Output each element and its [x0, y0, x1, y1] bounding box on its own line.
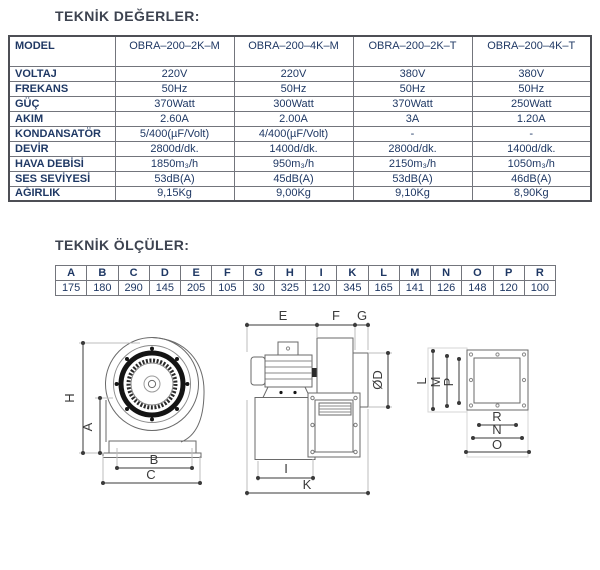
dim-header-cell: H	[274, 266, 305, 281]
dim-label-H: H	[62, 393, 77, 403]
section-title-technical-dimensions: TEKNİK ÖLÇÜLER:	[55, 237, 190, 253]
spec-cell: 370Watt	[115, 96, 234, 111]
dim-header-cell: N	[431, 266, 462, 281]
dim-value-cell: 120	[306, 281, 337, 296]
spec-row	[9, 186, 591, 201]
dim-value-cell: 175	[56, 281, 87, 296]
spec-cell: 53dB(A)	[353, 171, 472, 186]
spec-cell: 1400d/dk.	[472, 141, 591, 156]
spec-cell: 45dB(A)	[234, 171, 353, 186]
dim-header-cell: R	[524, 266, 555, 281]
dim-value-cell: 148	[462, 281, 493, 296]
spec-row-label: AĞIRLIK	[9, 186, 115, 201]
spec-cell: -	[353, 126, 472, 141]
spec-row-label: FREKANS	[9, 81, 115, 96]
spec-header-model-2: OBRA–200–4K–M	[234, 36, 353, 66]
dim-value-cell: 100	[524, 281, 555, 296]
dimension-header-row	[56, 266, 556, 281]
dim-value-cell: 325	[274, 281, 305, 296]
dim-label-R: R	[492, 409, 502, 424]
spec-cell: 9,00Kg	[234, 186, 353, 201]
spec-cell: 250Watt	[472, 96, 591, 111]
dim-value-cell: 105	[212, 281, 243, 296]
spec-cell: 50Hz	[472, 81, 591, 96]
dim-header-cell: E	[181, 266, 212, 281]
dim-value-cell: 165	[368, 281, 399, 296]
spec-cell: 370Watt	[353, 96, 472, 111]
dim-value-cell: 30	[243, 281, 274, 296]
dim-label-I: I	[284, 461, 288, 476]
dim-value-cell: 145	[149, 281, 180, 296]
fan-front-view-drawing	[62, 338, 204, 486]
dim-label-B: B	[149, 452, 159, 467]
spec-row	[9, 141, 591, 156]
spec-cell: 220V	[234, 66, 353, 81]
technical-drawings	[0, 305, 600, 570]
dim-header-cell: M	[399, 266, 430, 281]
dim-value-cell: 141	[399, 281, 430, 296]
dim-header-cell: I	[306, 266, 337, 281]
dim-value-cell: 345	[337, 281, 368, 296]
dim-label-G: G	[356, 308, 368, 323]
spec-table	[8, 35, 592, 202]
spec-cell: 1850m₃/h	[115, 156, 234, 171]
spec-cell: 2.00A	[234, 111, 353, 126]
dim-value-cell: 120	[493, 281, 524, 296]
dim-header-cell: B	[87, 266, 118, 281]
dim-label-N: N	[492, 422, 502, 437]
spec-cell: 8,90Kg	[472, 186, 591, 201]
spec-row	[9, 111, 591, 126]
spec-cell: 50Hz	[115, 81, 234, 96]
spec-row-label: SES SEVİYESİ	[9, 171, 115, 186]
fan-side-view-drawing	[247, 308, 392, 496]
dim-label-L: L	[414, 377, 429, 385]
dim-label-A: A	[80, 422, 95, 432]
spec-cell: 9,15Kg	[115, 186, 234, 201]
dim-header-cell: D	[149, 266, 180, 281]
spec-header-row	[9, 36, 591, 66]
spec-header-model-4: OBRA–200–4K–T	[472, 36, 591, 66]
spec-cell: 3A	[353, 111, 472, 126]
spec-cell: 950m₃/h	[234, 156, 353, 171]
bolt-dots	[115, 347, 190, 422]
dim-label-E: E	[278, 308, 288, 323]
spec-table-body	[9, 66, 591, 201]
spec-cell: 50Hz	[353, 81, 472, 96]
spec-row	[9, 126, 591, 141]
spec-cell: 380V	[353, 66, 472, 81]
spec-row-label: GÜÇ	[9, 96, 115, 111]
dim-label-C: C	[146, 467, 156, 482]
spec-cell: 1400d/dk.	[234, 141, 353, 156]
flange-view-drawing	[414, 348, 529, 457]
spec-cell: 2.60A	[115, 111, 234, 126]
dim-header-cell: G	[243, 266, 274, 281]
spec-cell: 50Hz	[234, 81, 353, 96]
spec-cell: 220V	[115, 66, 234, 81]
spec-row	[9, 66, 591, 81]
drawings-svg	[0, 305, 600, 570]
dim-header-cell: P	[493, 266, 524, 281]
spec-header-model-3: OBRA–200–2K–T	[353, 36, 472, 66]
spec-row	[9, 96, 591, 111]
spec-row-label: HAVA DEBİSİ	[9, 156, 115, 171]
dim-header-cell: K	[337, 266, 368, 281]
dim-header-cell: C	[118, 266, 149, 281]
dim-value-cell: 126	[431, 281, 462, 296]
spec-cell: 2800d/dk.	[353, 141, 472, 156]
dim-header-cell: F	[212, 266, 243, 281]
spec-row	[9, 81, 591, 96]
spec-cell: 9,10Kg	[353, 186, 472, 201]
section-title-technical-values: TEKNİK DEĞERLER:	[55, 8, 200, 24]
spec-cell: -	[472, 126, 591, 141]
spec-cell: 380V	[472, 66, 591, 81]
spec-cell: 300Watt	[234, 96, 353, 111]
spec-row-label: AKIM	[9, 111, 115, 126]
dimension-value-row	[56, 281, 556, 296]
flange-dimension-lines	[433, 351, 529, 452]
spec-header-model-1: OBRA–200–2K–M	[115, 36, 234, 66]
spec-cell: 1050m₃/h	[472, 156, 591, 171]
dim-label-OD: ØD	[370, 370, 385, 390]
spec-row	[9, 156, 591, 171]
dim-label-K: K	[302, 477, 312, 492]
spec-cell: 5/400(µF/Volt)	[115, 126, 234, 141]
dim-label-P: P	[441, 377, 456, 387]
spec-row-label: VOLTAJ	[9, 66, 115, 81]
dim-header-cell: L	[368, 266, 399, 281]
spec-row-label: KONDANSATÖR	[9, 126, 115, 141]
spec-row	[9, 171, 591, 186]
dim-header-cell: A	[56, 266, 87, 281]
spec-header-model-label: MODEL	[9, 36, 115, 66]
dim-header-cell: O	[462, 266, 493, 281]
dim-value-cell: 205	[181, 281, 212, 296]
spec-cell: 2800d/dk.	[115, 141, 234, 156]
spec-cell: 2150m₃/h	[353, 156, 472, 171]
dim-label-F: F	[332, 308, 340, 323]
spec-row-label: DEVİR	[9, 141, 115, 156]
spec-cell: 1.20A	[472, 111, 591, 126]
dim-value-cell: 290	[118, 281, 149, 296]
spec-cell: 46dB(A)	[472, 171, 591, 186]
spec-cell: 4/400(µF/Volt)	[234, 126, 353, 141]
dim-label-O: O	[491, 437, 503, 452]
spec-cell: 53dB(A)	[115, 171, 234, 186]
dimension-table	[55, 265, 556, 296]
dim-label-M: M	[428, 376, 443, 388]
dim-value-cell: 180	[87, 281, 118, 296]
